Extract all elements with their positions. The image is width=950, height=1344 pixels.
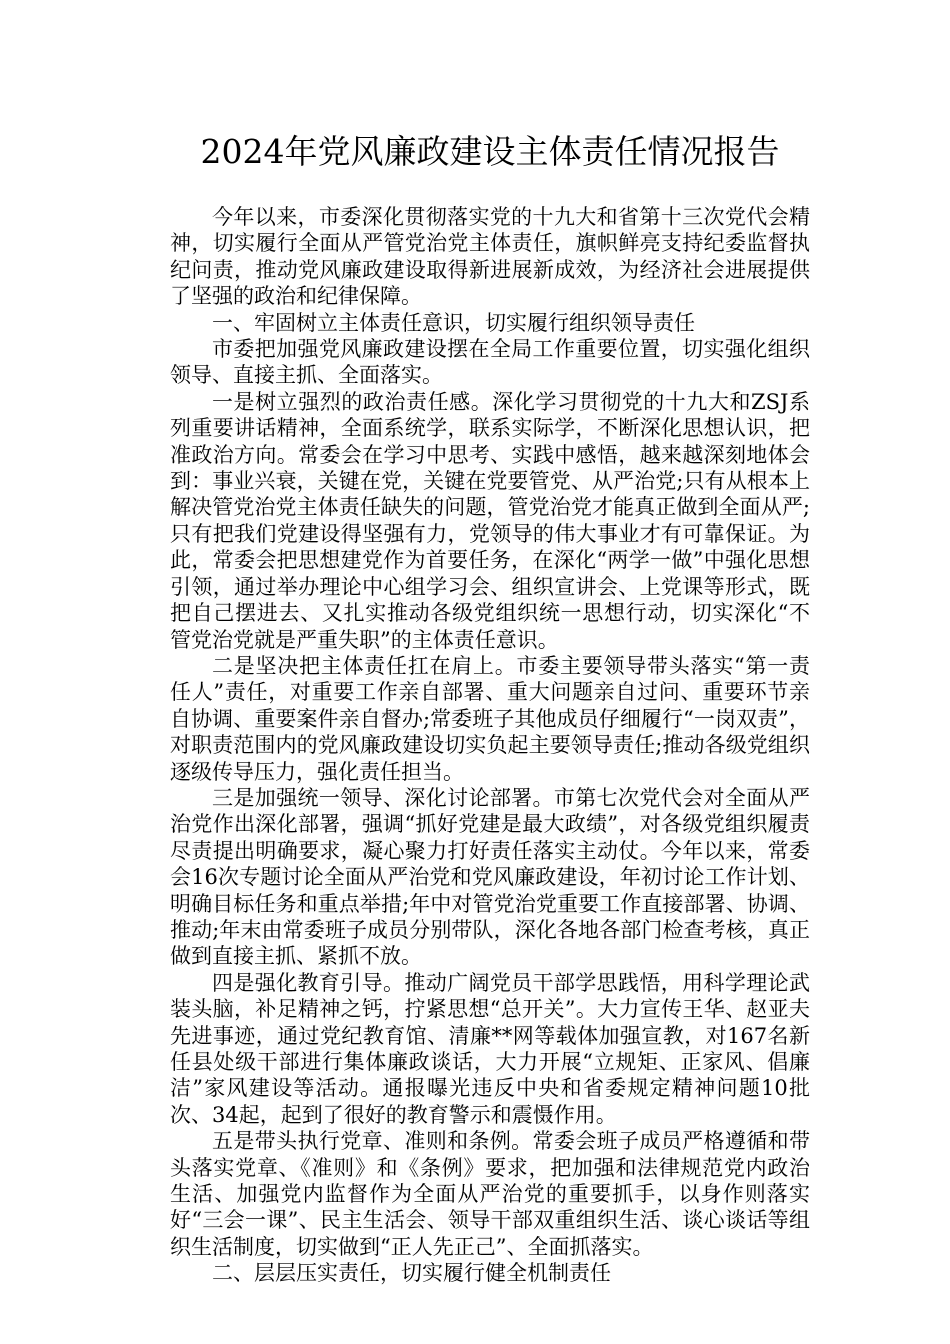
document-title: 2024年党风廉政建设主体责任情况报告 (200, 132, 780, 171)
document-body (170, 204, 810, 1287)
section-heading-2: 二、层层压实责任，切实履行健全机制责任 (212, 1261, 611, 1286)
body-paragraph: 市委把加强党风廉政建设摆在全局工作重要位置，切实强化组织领导、直接主抓、全面落实。 (170, 337, 810, 388)
body-paragraph: 一是树立强烈的政治责任感。深化学习贯彻党的十九大和ZSJ系列重要讲话精神，全面系统学，联系实际学，不断深化思想认识，把准政治方向。常委会在学习中思考、实践中感悟，越来越深刻地体会到：事业兴衰，关键在党，关键在党要管党、从严治党;只有从根本上解决管党治党主体责任缺失的问题，管党治党才能真正做到全面从严;只有把我们党建设得坚强有力，党领导的伟大事业才有可靠保证。为此，常委会把思想建党作为首要任务，在深化“两学一做”中强化思想引领，通过举办理论中心组学习会、组织宣讲会、上党课等形式，既把自己摆进去、又扎实推动各级党组织统一思想行动，切实深化“不管党治党就是严重失职”的主体责任意识。 (170, 389, 810, 652)
body-paragraph: 五是带头执行党章、准则和条例。常委会班子成员严格遵循和带头落实党章、《准则》和《条例》要求，把加强和法律规范党内政治生活、加强党内监督作为全面从严治党的重要抓手，以身作则落实好“三会一课”、民主生活会、领导干部双重组织生活、谈心谈话等组织生活制度，切实做到“正人先正己”、全面抓落实。 (170, 1129, 810, 1259)
intro-paragraph: 今年以来，市委深化贯彻落实党的十九大和省第十三次党代会精神，切实履行全面从严管党治党主体责任，旗帜鲜亮支持纪委监督执纪问责，推动党风廉政建设取得新进展新成效，为经济社会进展提供了坚强的政治和纪律保障。 (170, 205, 810, 309)
body-paragraph: 三是加强统一领导、深化讨论部署。市第七次党代会对全面从严治党作出深化部署，强调“抓好党建是最大政绩”，对各级党组织履责尽责提出明确要求，凝心聚力打好责任落实主动仗。今年以来，常委会16次专题讨论全面从严治党和党风廉政建设，年初讨论工作计划、明确目标任务和重点举措;年中对管党治党重要工作直接部署、协调、推动;年末由常委班子成员分别带队，深化各地各部门检查考核，真正做到直接主抓、紧抓不放。 (170, 785, 810, 969)
document-page (170, 130, 810, 1287)
section-heading-1: 一、牢固树立主体责任意识，切实履行组织领导责任 (212, 310, 695, 335)
body-paragraph: 四是强化教育引导。推动广阔党员干部学思践悟，用科学理论武装头脑，补足精神之钙，拧紧思想“总开关”。大力宣传王华、赵亚夫先进事迹，通过党纪教育馆、清廉**网等载体加强宣教，对167名新任县处级干部进行集体廉政谈话，大力开展“立规矩、正家风、倡廉洁”家风建设等活动。通报曝光违反中央和省委规定精神问题10批次、34起，起到了很好的教育警示和震慑作用。 (170, 970, 810, 1127)
body-paragraph: 二是坚决把主体责任扛在肩上。市委主要领导带头落实“第一责任人”责任，对重要工作亲自部署、重大问题亲自过问、重要环节亲自协调、重要案件亲自督办;常委班子其他成员仔细履行“一岗双责”，对职责范围内的党风廉政建设切实负起主要领导责任;推动各级党组织逐级传导压力，强化责任担当。 (170, 653, 810, 784)
